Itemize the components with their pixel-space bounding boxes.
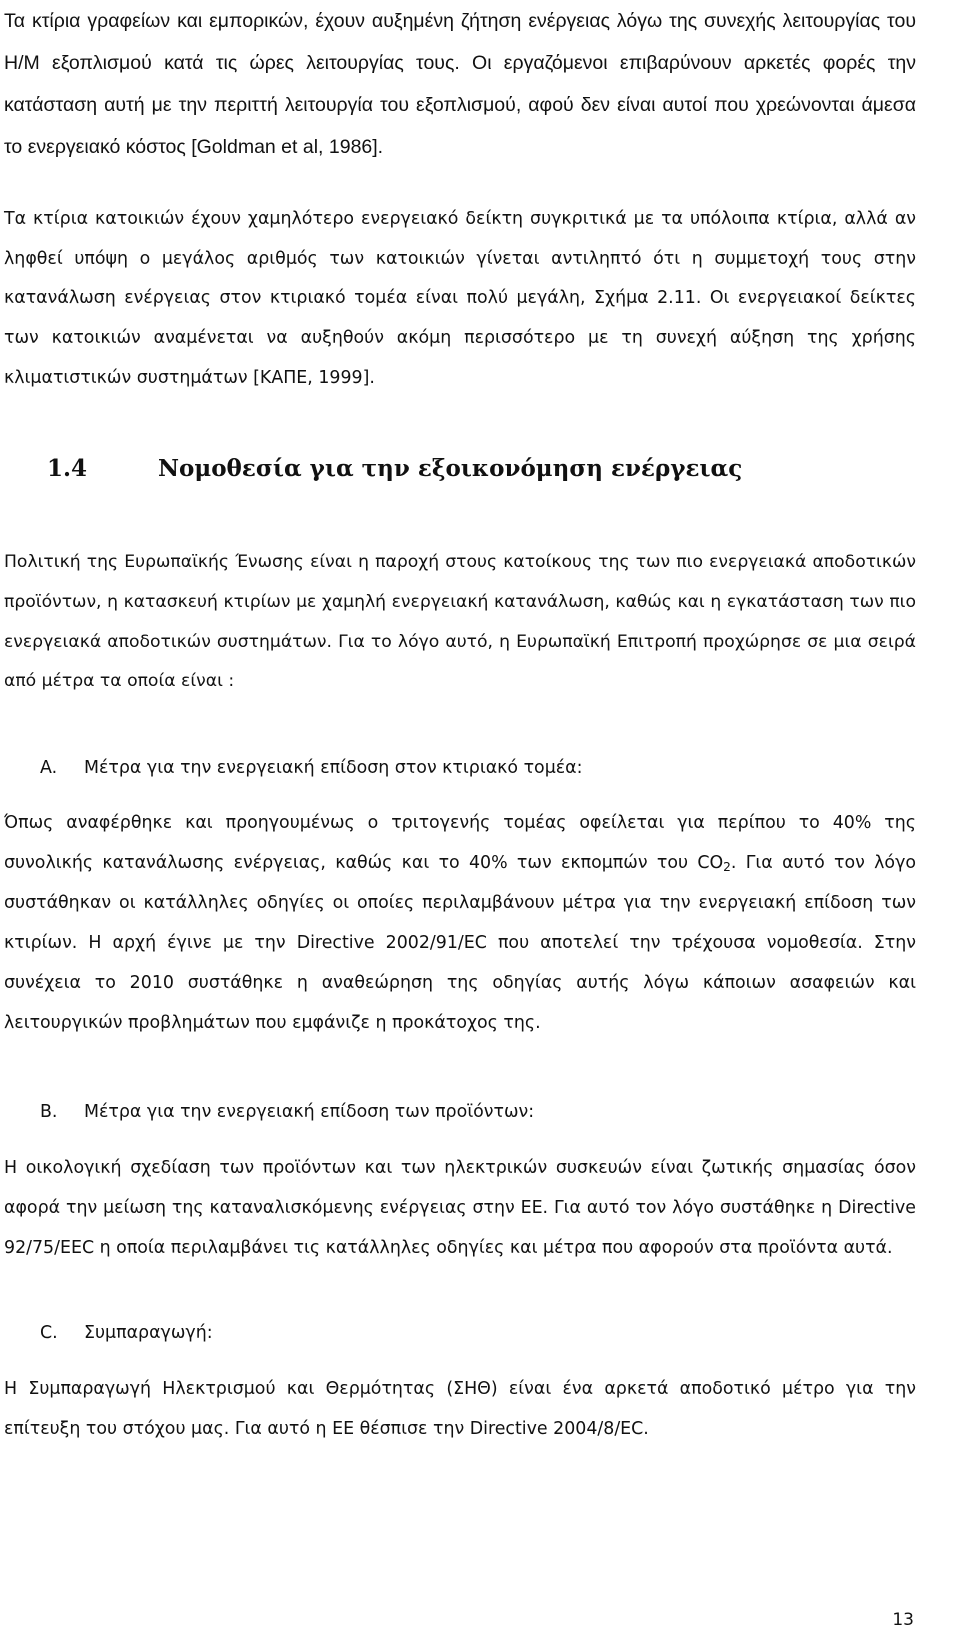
measure-title: Μέτρα για την ενεργειακή επίδοση των προϊόντων: bbox=[84, 1102, 535, 1122]
paragraph-buildings-post: . Για αυτό τον λόγο συστάθηκαν οι κατάλληλες οδηγίες οι οποίες περιλαμβάνουν μέτρα για την ενεργειακή επίδοση των κτιρίων. Η αρχή έγινε με την Directive 2002/91/EC που αποτελεί την τρέχουσα νομοθεσία. Στην συνέχεια το 2010 συστάθηκε η αναθεώρηση της οδηγίας αυτής λόγω κάποιων ασαφειών και λειτουργικών προβλημάτων που εμφάνιζε η προκάτοχος της. bbox=[4, 853, 916, 1033]
paragraph-buildings bbox=[4, 803, 916, 1043]
measure-letter: A. bbox=[40, 758, 58, 778]
paragraph-chp: Η Συμπαραγωγή Ηλεκτρισμού και Θερμότητας (ΣΗΘ) είναι ένα αρκετά αποδοτικό μέτρο για την επίτευξη του στόχου μας. Για αυτό η ΕΕ θέσπισε την Directive 2004/8/EC. bbox=[4, 1379, 916, 1439]
co2-subscript: 2 bbox=[723, 860, 731, 874]
measure-heading-a bbox=[40, 748, 583, 788]
measure-heading-c bbox=[40, 1313, 213, 1353]
measure-letter: B. bbox=[40, 1102, 58, 1122]
measure-letter: C. bbox=[40, 1323, 58, 1343]
paragraph-products: Η οικολογική σχεδίαση των προϊόντων και των ηλεκτρικών συσκευών είναι ζωτικής σημασίας όσον αφορά την μείωση της καταναλισκόμενης ενέργειας στην ΕΕ. Για αυτό τον λόγο συστάθηκε η Directive 92/75/EEC η οποία περιλαμβάνει τις κατάλληλες οδηγίες και μέτρα που αφορούν στα προϊόντα αυτά. bbox=[4, 1158, 916, 1258]
paragraph-eu-policy: Πολιτική της Ευρωπαϊκής Ένωσης είναι η παροχή στους κατοίκους της των πιο ενεργειακά αποδοτικών προϊόντων, η κατασκευή κτιρίων με χαμηλή ενεργειακή κατανάλωση, καθώς και η εγκατάσταση των πιο ενεργειακά αποδοτικών συστημάτων. Για το λόγο αυτό, η Ευρωπαϊκή Επιτροπή προχώρησε σε μια σειρά από μέτρα τα οποία είναι : bbox=[4, 552, 916, 692]
paragraph-buildings-pre: Όπως αναφέρθηκε και προηγουμένως ο τριτογενής τομέας οφείλεται για περίπου το 40% της συνολικής κατανάλωσης ενέργειας, καθώς και το 40% των εκπομπών του CO bbox=[4, 813, 916, 873]
paragraph-offices: Τα κτίρια γραφείων και εμπορικών, έχουν αυξημένη ζήτηση ενέργειας λόγω της συνεχής λειτουργίας του Η/Μ εξοπλισμού κατά τις ώρες λειτουργίας τους. Οι εργαζόμενοι επιβαρύνουν αρκετές φορές την κατάσταση αυτή με την περιττή λειτουργία του εξοπλισμού, αφού δεν είναι αυτοί που χρεώνονται άμεσα το ενεργειακό κόστος [Goldman et al, 1986]. bbox=[4, 10, 916, 158]
section-title: Νομοθεσία για την εξοικονόμηση ενέργειας bbox=[158, 455, 743, 482]
page-number: 13 bbox=[892, 1610, 914, 1630]
measure-title: Συμπαραγωγή: bbox=[84, 1323, 213, 1343]
section-heading bbox=[47, 450, 742, 488]
section-number: 1.4 bbox=[47, 455, 88, 482]
measure-heading-b bbox=[40, 1092, 534, 1132]
measure-title: Μέτρα για την ενεργειακή επίδοση στον κτιριακό τομέα: bbox=[84, 758, 583, 778]
paragraph-residential: Τα κτίρια κατοικιών έχουν χαμηλότερο ενεργειακό δείκτη συγκριτικά με τα υπόλοιπα κτίρια, αλλά αν ληφθεί υπόψη ο μεγάλος αριθμός των κατοικιών γίνεται αντιληπτό ότι η συμμετοχή τους στην κατανάλωση ενέργειας στον κτιριακό τομέα είναι πολύ μεγάλη, Σχήμα 2.11. Οι ενεργειακοί δείκτες των κατοικιών αναμένεται να αυξηθούν ακόμη περισσότερο με τη συνεχή αύξηση της χρήσης κλιματιστικών συστημάτων [ΚΑΠΕ, 1999]. bbox=[4, 209, 916, 388]
